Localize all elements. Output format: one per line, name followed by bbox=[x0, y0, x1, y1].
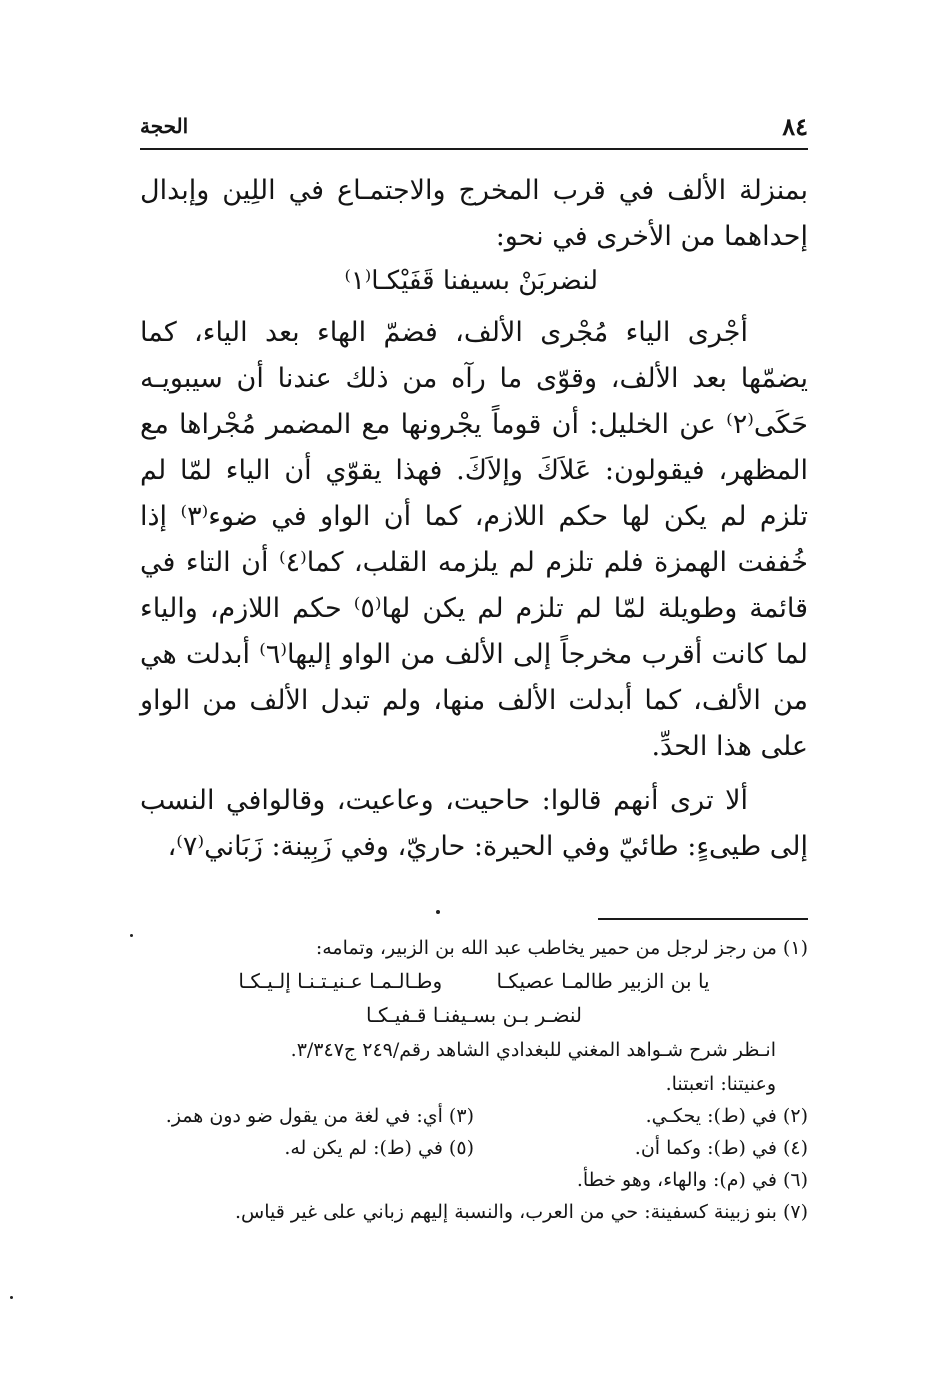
footnote-3: (٣) أي: في لغة من يقول ضو دون همز. bbox=[165, 1105, 474, 1127]
footnote-2: (٢) في (ط): يحكـي. bbox=[645, 1105, 808, 1127]
footnote-1-hemistich-a: يا بن الزبير طالمـا عصيكـا bbox=[496, 969, 710, 993]
footnote-1-verse-line-1 bbox=[140, 964, 808, 998]
main-text bbox=[140, 168, 808, 878]
running-title: الحجة bbox=[140, 114, 189, 138]
footnote-7: (٧) بنو زبينة كسفينة: حي من العرب، والنسبة إليهم زباني على غير قياس. bbox=[235, 1201, 808, 1223]
page-number: ٨٤ bbox=[782, 112, 808, 141]
header-rule bbox=[140, 148, 808, 150]
footnote-1-intro: (١) من رجز لرجل من حمير يخاطب عبد الله بن الزبير، وتمامه: bbox=[315, 937, 808, 959]
footnote-1-hemistich-b: وطـالـمـا عـنيـتـنـا إلـيـكـا bbox=[238, 969, 443, 993]
footnotes bbox=[140, 932, 808, 1228]
footnote-row-4-5 bbox=[140, 1132, 808, 1164]
footnote-5: (٥) في (ط): لم يكن له. bbox=[284, 1137, 474, 1159]
paragraph-3: ألا ترى أنهم قالوا: حاحيت، وعاعيت، وقالوافي النسب إلى طيىءٍ: طائيّ وفي الحيرة: حاريّ، وفي زَبِينة: زَبَاني⁽٧⁾، bbox=[140, 785, 808, 862]
paragraph-1: بمنزلة الألف في قرب المخرج والاجتمـاع في اللِين وإبدال إحداهما من الأخرى في نحو: bbox=[140, 175, 808, 252]
verse-line: لنضربَنْ بسيفنا قَفَيْكـا⁽١⁾ bbox=[344, 266, 598, 296]
paragraph-2: أجْرى الياء مُجْرى الألف، فضمّ الهاء بعد الياء، كما يضمّها بعد الألف، وقوّى ما رآه من ذلك عندنا أن سيبويـه حَكَى⁽٢⁾ عن الخليل: أن قوماً يجْرونها مع المضمر مُجْراها مع المظهر، فيقولون: عَلاَكَ وإلاَكَ. فهذا يقوّي أن الياء لمّا لم تلزم لم يكن لها حكم اللازم، كما أن الواو في ضوء⁽٣⁾ إذا خُففت الهمزة فلم تلزم لم يلزمه القلب، كما⁽٤⁾ أن التاء في قائمة وطويلة لمّا لم تلزم لم يكن لها⁽٥⁾ حكم اللازم، والياء لما كانت أقرب مخرجاً إلى الألف من الواو إليها⁽٦⁾ أبدلت هي من الألف، كما أبدلت الألف منها، ولم تبدل الألف من الواو على هذا الحدِّ. bbox=[140, 317, 809, 762]
footnote-row-2-3 bbox=[140, 1100, 808, 1132]
scan-speck bbox=[10, 1296, 13, 1299]
footnote-rule bbox=[598, 918, 808, 920]
running-header bbox=[140, 112, 808, 142]
scan-speck bbox=[436, 910, 440, 914]
footnote-4: (٤) في (ط): وكما أن. bbox=[634, 1137, 808, 1159]
footnote-1-verse-line-2: لنضـر بـن بسـيفنـا قـفيـكـا bbox=[366, 1003, 582, 1027]
footnote-1-source: انـظر شرح شـواهد المغني للبغدادي الشاهد رقم/٢٤٩ ج٣/٣٤٧. bbox=[290, 1039, 776, 1061]
footnote-1-gloss: وعنيتنا: اتعبتنا. bbox=[665, 1073, 776, 1095]
scan-speck bbox=[130, 934, 133, 937]
footnote-6: (٦) في (م): والهاء، وهو خطأ. bbox=[576, 1169, 808, 1191]
